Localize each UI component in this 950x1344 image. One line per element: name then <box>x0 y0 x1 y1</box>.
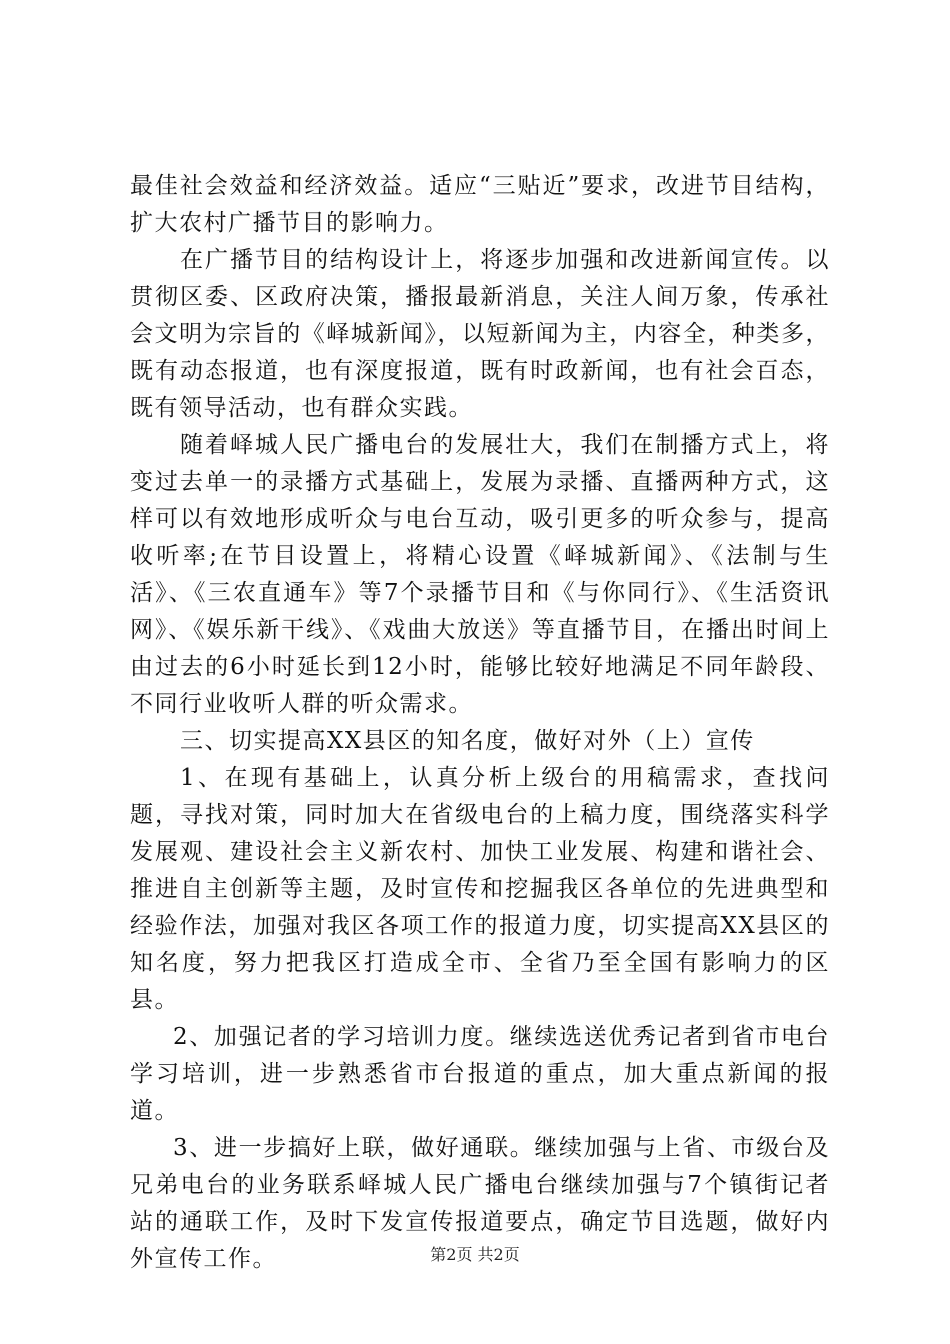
paragraph-program-structure: 在广播节目的结构设计上，将逐步加强和改进新闻宣传。以贯彻区委、区政府决策，播报最新消息，关注人间万象，传承社会文明为宗旨的《峄城新闻》，以短新闻为主，内容全，种类多，既有动态报道，也有深度报道，既有时政新闻，也有社会百态，既有领导活动，也有群众实践。 <box>130 247 830 421</box>
section-heading-three: 三、切实提高XX县区的知名度，做好对外（上）宣传 <box>180 728 755 754</box>
paragraph-item-1: 1、在现有基础上，认真分析上级台的用稿需求，查找问题，寻找对策，同时加大在省级电台的上稿力度，围绕落实科学发展观、建设社会主义新农村、加快工业发展、构建和谐社会、推进自主创新等主题，及时宣传和挖掘我区各单位的先进典型和经验作法，加强对我区各项工作的报道力度，切实提高XX县区的知名度，努力把我区打造成全市、全省乃至全国有影响力的区县。 <box>130 765 830 1013</box>
paragraph-item-2: 2、加强记者的学习培训力度。继续选送优秀记者到省市电台学习培训，进一步熟悉省市台报道的重点，加大重点新闻的报道。 <box>130 1024 830 1124</box>
paragraph-item-3: 3、进一步搞好上联，做好通联。继续加强与上省、市级台及兄弟电台的业务联系峄城人民广播电台继续加强与7个镇街记者站的通联工作，及时下发宣传报道要点，确定节目选题，做好内外宣传工作。 <box>130 1135 830 1272</box>
page-number-footer: 第2页 共2页 <box>430 1245 520 1264</box>
document-body <box>130 168 830 1278</box>
paragraph-broadcast-methods: 随着峄城人民广播电台的发展壮大，我们在制播方式上，将变过去单一的录播方式基础上，发展为录播、直播两种方式，这样可以有效地形成听众与电台互动，吸引更多的听众参与，提高收听率;在节目设置上，将精心设置《峄城新闻》、《法制与生活》、《三农直通车》等7个录播节目和《与你同行》、《生活资讯网》、《娱乐新干线》、《戏曲大放送》等直播节目，在播出时间上由过去的6小时延长到12小时，能够比较好地满足不同年龄段、不同行业收听人群的听众需求。 <box>130 432 830 717</box>
paragraph-continuation: 最佳社会效益和经济效益。适应“三贴近”要求，改进节目结构，扩大农村广播节目的影响力。 <box>130 173 830 236</box>
